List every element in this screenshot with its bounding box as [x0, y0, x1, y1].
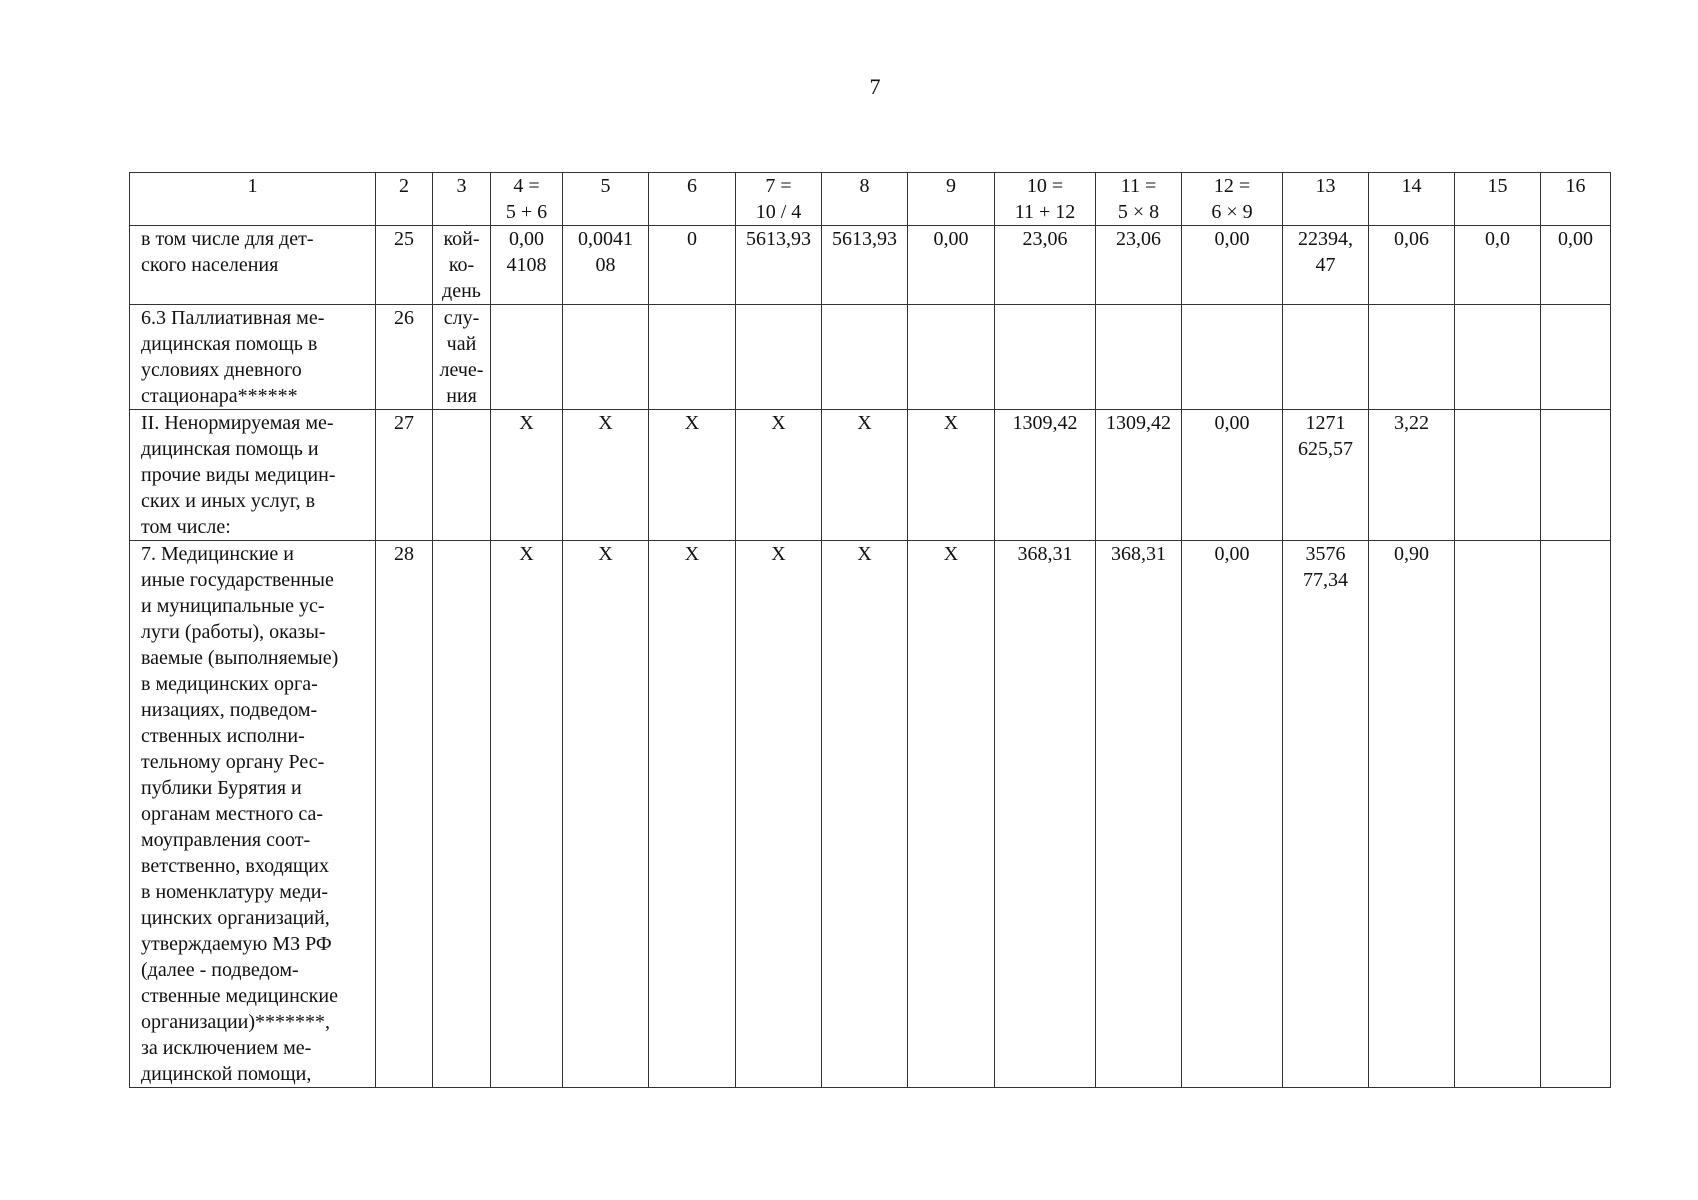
table-cell	[433, 410, 491, 541]
table-cell	[1541, 305, 1611, 410]
header-cell: 16	[1541, 173, 1611, 226]
table-cell: 0,00	[1182, 226, 1283, 305]
header-cell: 14	[1369, 173, 1455, 226]
table-cell: 3,22	[1369, 410, 1455, 541]
table-cell: X	[649, 410, 736, 541]
table-cell: 28	[376, 541, 433, 1088]
table-row	[130, 226, 1611, 305]
table-cell: 0,00 4108	[491, 226, 563, 305]
table-row	[130, 305, 1611, 410]
header-cell: 9	[908, 173, 995, 226]
header-row	[130, 173, 1611, 226]
header-cell: 13	[1283, 173, 1369, 226]
table-cell: X	[491, 410, 563, 541]
table-cell	[1182, 305, 1283, 410]
row-label: II. Ненормируемая ме- дицинская помощь и прочие виды медицин- ских и иных услуг, в том числе:	[130, 410, 376, 541]
page-number: 7	[869, 74, 881, 99]
table-cell: 0,0041 08	[563, 226, 649, 305]
table-cell: X	[908, 410, 995, 541]
table-cell: X	[649, 541, 736, 1088]
header-cell: 2	[376, 173, 433, 226]
header-cell: 10 = 11 + 12	[995, 173, 1096, 226]
table-cell: 0,00	[1541, 226, 1611, 305]
table-cell: 1309,42	[995, 410, 1096, 541]
row-label: 6.3 Паллиативная ме- дицинская помощь в условиях дневного стационара******	[130, 305, 376, 410]
table-cell: 0,0	[1455, 226, 1541, 305]
table-cell	[433, 541, 491, 1088]
table-cell	[563, 305, 649, 410]
table-cell: 22394, 47	[1283, 226, 1369, 305]
table-cell: X	[736, 410, 822, 541]
header-cell: 6	[649, 173, 736, 226]
table-cell: X	[822, 410, 908, 541]
header-cell: 1	[130, 173, 376, 226]
table-cell: 0,90	[1369, 541, 1455, 1088]
table-cell: 5613,93	[822, 226, 908, 305]
table-cell: 1271 625,57	[1283, 410, 1369, 541]
table-cell	[1369, 305, 1455, 410]
header-cell: 3	[433, 173, 491, 226]
table-cell: X	[563, 410, 649, 541]
table-cell	[1455, 305, 1541, 410]
table-cell	[1541, 410, 1611, 541]
table-cell: 25	[376, 226, 433, 305]
table-cell	[736, 305, 822, 410]
table-cell	[1096, 305, 1182, 410]
table-cell: X	[908, 541, 995, 1088]
table-cell: 1309,42	[1096, 410, 1182, 541]
table-cell: 26	[376, 305, 433, 410]
row-label: 7. Медицинские и иные государственные и муниципальные ус- луги (работы), оказы- ваемые (выполняемые) в медицинских орга- низациях, подведом- ственных исполни- тельному органу Рес- публики Бурятия и органам местного са- моуправления соот- ветственно, входящих в номенклатуру меди- цинских организаций, утверждаемую МЗ РФ (далее - подведом- ственные медицинские организации)*******, за исключением ме- дицинской помощи,	[130, 541, 376, 1088]
table-row	[130, 541, 1611, 1088]
table-cell: 0	[649, 226, 736, 305]
table-cell: слу- чай лече- ния	[433, 305, 491, 410]
table-cell	[1283, 305, 1369, 410]
header-cell: 7 = 10 / 4	[736, 173, 822, 226]
header-cell: 11 = 5 × 8	[1096, 173, 1182, 226]
table-cell: 0,00	[908, 226, 995, 305]
table-cell: X	[736, 541, 822, 1088]
table-cell: 0,00	[1182, 410, 1283, 541]
table-cell	[995, 305, 1096, 410]
header-cell: 5	[563, 173, 649, 226]
header-cell: 15	[1455, 173, 1541, 226]
table-cell	[1541, 541, 1611, 1088]
table-cell: 368,31	[1096, 541, 1182, 1088]
table-cell: 23,06	[1096, 226, 1182, 305]
data-table	[129, 172, 1611, 1088]
table-cell: X	[822, 541, 908, 1088]
table-cell: 0,00	[1182, 541, 1283, 1088]
row-label: в том числе для дет- ского населения	[130, 226, 376, 305]
table-cell	[908, 305, 995, 410]
table-cell	[491, 305, 563, 410]
table-cell: 0,06	[1369, 226, 1455, 305]
table-cell	[649, 305, 736, 410]
table-cell: кой- ко- день	[433, 226, 491, 305]
table-cell: X	[563, 541, 649, 1088]
table-cell: 5613,93	[736, 226, 822, 305]
table-cell: 27	[376, 410, 433, 541]
table-cell	[1455, 541, 1541, 1088]
table-cell: 368,31	[995, 541, 1096, 1088]
table-cell: 3576 77,34	[1283, 541, 1369, 1088]
table-cell: 23,06	[995, 226, 1096, 305]
header-cell: 12 = 6 × 9	[1182, 173, 1283, 226]
header-cell: 4 = 5 + 6	[491, 173, 563, 226]
table-cell	[1455, 410, 1541, 541]
table-cell	[822, 305, 908, 410]
header-cell: 8	[822, 173, 908, 226]
table-cell: X	[491, 541, 563, 1088]
table-row	[130, 410, 1611, 541]
